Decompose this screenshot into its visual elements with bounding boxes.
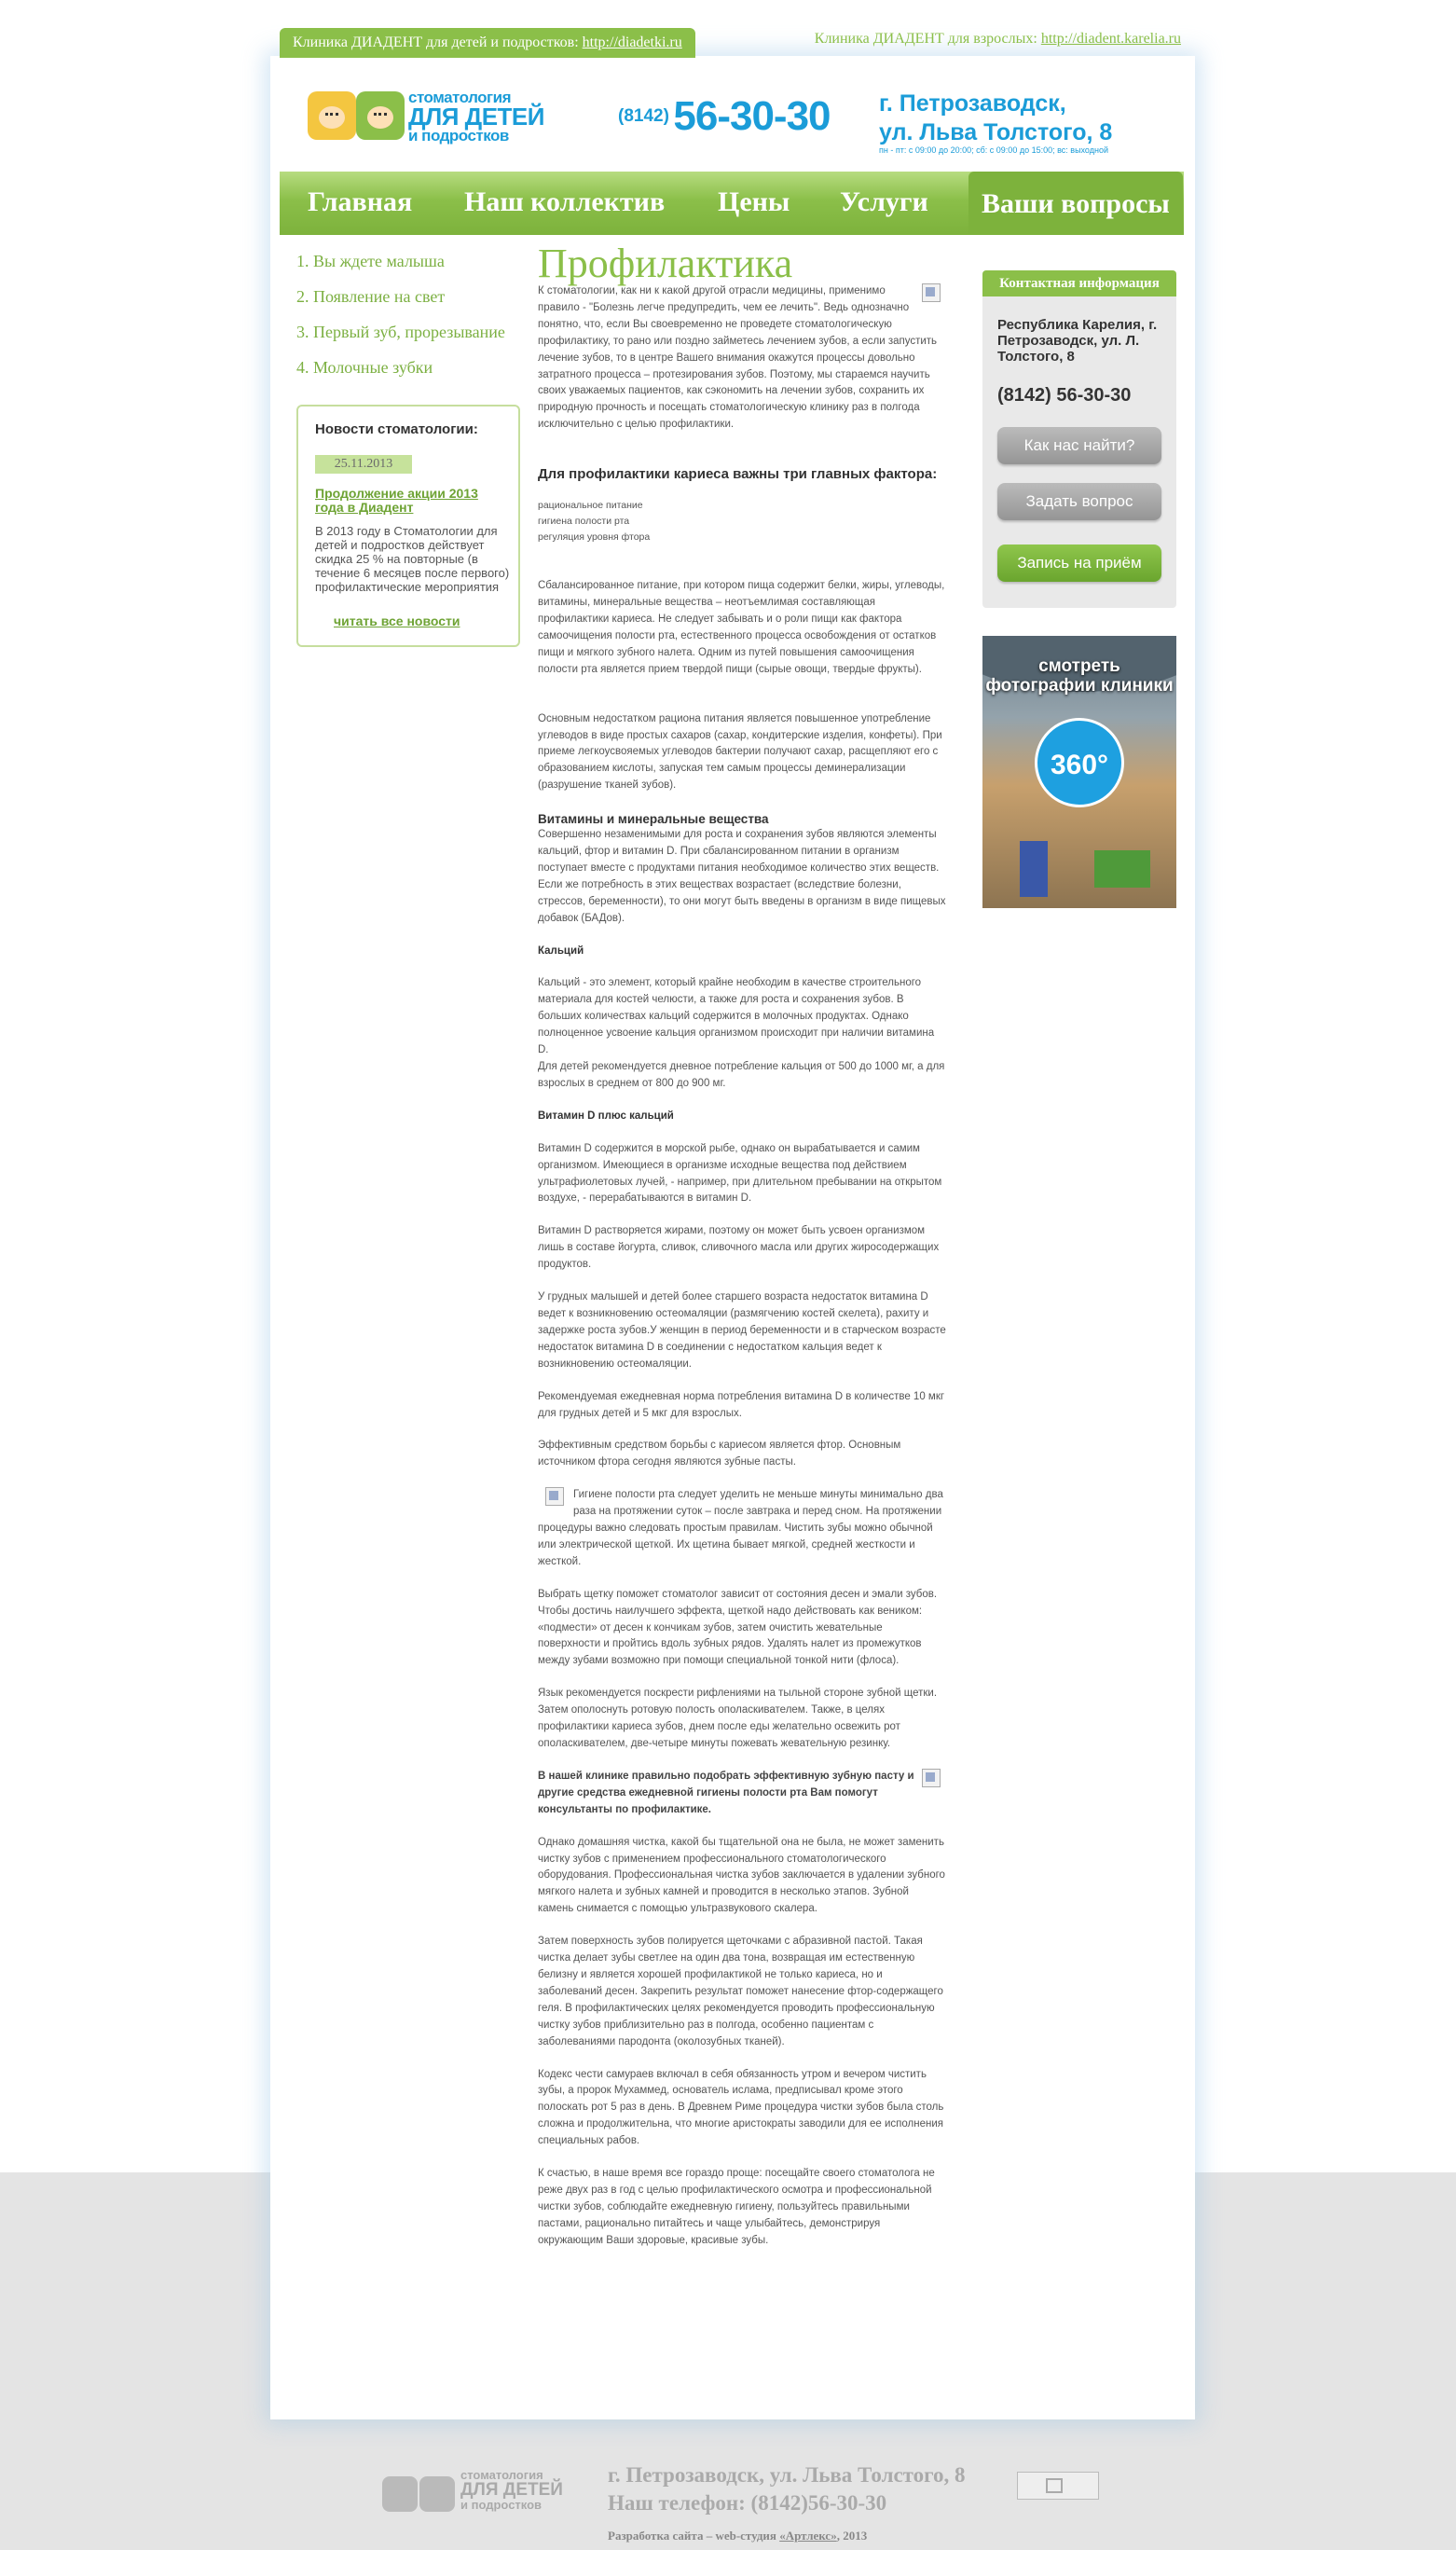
left-menu-item[interactable]: 2. Появление на свет (296, 287, 446, 306)
working-hours: пн - пт: с 09:00 до 20:00; сб: с 09:00 до 15:00; вс: выходной (879, 145, 1108, 155)
article-paragraph: Рекомендуемая ежедневная норма потребления витамина D в количестве 10 мкг для грудных детей и 5 мкг для взрослых. (538, 1390, 945, 1419)
footer-logo-text (460, 2469, 563, 2511)
footer-logo-icon (419, 2476, 455, 2512)
news-headline-link[interactable]: Продолжение акции 2013 года в Диадент (315, 486, 478, 515)
all-news-link[interactable]: читать все новости (334, 613, 460, 628)
address-line2: ул. Льва Толстого, 8 (879, 119, 1113, 145)
footer-contacts (608, 2461, 966, 2517)
footer-address: г. Петрозаводск, ул. Льва Толстого, 8 (608, 2463, 966, 2487)
article-paragraph: Для детей рекомендуется дневное потребление кальция от 500 до 1000 мг, а для взрослых в среднем от 800 до 900 мг. (538, 1061, 945, 1089)
footer-logo-line3: и подростков (460, 2498, 543, 2512)
broken-image-icon (922, 283, 941, 302)
nav-prices[interactable]: Цены (718, 186, 790, 217)
adult-clinic-label: Клиника ДИАДЕНТ для взрослых: (814, 31, 1041, 47)
section-heading: Для профилактики кариеса важны три главных фактора: (538, 466, 938, 483)
adult-clinic-info (815, 31, 1181, 48)
left-menu-item[interactable]: 3. Первый зуб, прорезывание (296, 323, 505, 341)
footer-logo-icon (382, 2476, 418, 2512)
news-title: Новости стоматологии: (315, 421, 478, 437)
sub-heading: Витамин D плюс кальций (538, 1110, 674, 1122)
nav-questions[interactable]: Ваши вопросы (968, 172, 1183, 235)
article-paragraph: У грудных малышей и детей более старшего возраста недостаток витамина D ведет к возникновению остеомаляции (размягчению костей скелета), рахиту и задержке роста зубов.У женщин в период беременности и в старческом возрасте недостаток витамина D в соединении с недостатком кальция ведет к возникновению остеомаляции. (538, 1291, 946, 1370)
dev-suffix: , 2013 (836, 2529, 868, 2543)
factor-item: гигиена полости рта (538, 516, 630, 528)
article-paragraph: Язык рекомендуется поскрести рифлениями на тыльной стороне зубной щетки. Затем ополоснуть ротовую полость ополаскивателем. Также, в целях профилактики кариеса зубов, днем после еды желательно освежить рот ополаскивателем, две-четыре минуты пожевать жевательную резинку. (538, 1688, 938, 1749)
tour-photo-chair (1020, 841, 1048, 897)
find-us-button[interactable]: Как нас найти? (997, 427, 1161, 464)
kids-clinic-link[interactable]: http://diadetki.ru (582, 34, 682, 50)
news-box (296, 405, 520, 647)
logo-child-icon (356, 91, 405, 140)
factor-item: регуляция уровня фтора (538, 531, 651, 544)
article-paragraph: Гигиене полости рта следует уделить не меньше минуты минимально два раза на протяжении суток – после завтрака и перед сном. На протяжении процедуры важно следовать простым правилам. Чистить зубы можно обычной или электрической щеткой. Их щетина бывает мягкой, средней жесткости и жесткой. (538, 1489, 943, 1567)
article-paragraph: Сбалансированное питание, при котором пища содержит белки, жиры, углеводы, витамины, минеральные вещества – неотъемлимая составляющая профилактики кариеса. Не следует забывать и о роли пищи как фактора самоочищения полости рта, естественного процесса освобождения от остатков пищи и мягкого зубного налета. Одним из путей повышения самоочищения полости рта является прием твердой пищи (сырые овощи, твердые фрукты). (538, 580, 945, 675)
contact-phone: (8142) 56-30-30 (997, 385, 1132, 406)
news-date: 25.11.2013 (315, 455, 412, 474)
article-paragraph: Совершенно незаменимыми для роста и сохранения зубов являются элементы кальций, фтор и витамин D. При сбалансированном питании в организм поступает вместе с продуктами питания необходимое количество этих веществ. Если же потребность в этих веществах возрастает (вследствие болезни, стрессов, беременности), то они могут быть введены в организм в виде пищевых добавок (БАДов). (538, 829, 946, 924)
book-appointment-button[interactable]: Запись на приём (997, 544, 1161, 582)
contact-box (982, 270, 1176, 608)
article-paragraph: Эффективным средством борьбы с кариесом является фтор. Основным источником фтора сегодня являются зубные пасты. (538, 1440, 901, 1468)
header-phone (618, 93, 831, 140)
dev-prefix: Разработка сайта – web-студия (608, 2529, 780, 2543)
factor-item: рациональное питание (538, 500, 643, 512)
address-line1: г. Петрозаводск, (879, 90, 1066, 117)
logo-child-icon (308, 91, 356, 140)
dev-link[interactable]: «Артлекс» (779, 2529, 837, 2543)
article-paragraph: В нашей клинике правильно подобрать эффективную зубную пасту и другие средства ежедневной гигиены полости рта Вам помогут консультанты по профилактике. (538, 1770, 914, 1815)
article-paragraph: К счастью, в наше время все гораздо проще: посещайте своего стоматолога не реже двух раз в год с целью профилактического осмотра и профессиональной чистки зубов, соблюдайте ежедневную гигиену, пользуйтесь правильными пастами, рационально питайтесь и чаще улыбайтесь, демонстрируя окружающим Ваши здоровые, красивые зубы. (538, 2168, 935, 2246)
kids-clinic-label: Клиника ДИАДЕНТ для детей и подростков: (293, 34, 583, 50)
left-menu-item[interactable]: 4. Молочные зубки (296, 358, 433, 377)
contact-address: Республика Карелия, г. Петрозаводск, ул. Л. Толстого, 8 (997, 317, 1158, 365)
article-paragraph: Витамин D растворяется жирами, поэтому он может быть усвоен организмом лишь в составе йогурта, сливок, сливочного масла или других жиросодержащих продуктов. (538, 1225, 940, 1271)
logo-line2: ДЛЯ ДЕТЕЙ (408, 103, 544, 131)
footer-logo[interactable] (382, 2469, 569, 2512)
logo-line1: стоматология (408, 89, 511, 106)
header-address (879, 90, 1112, 147)
counter-image-icon[interactable] (1017, 2472, 1099, 2500)
article-paragraph: Витамин D содержится в морской рыбе, однако он вырабатывается и самим организмом. Имеющиеся в организме исходные вещества под действием ультрафиолетовых лучей, - например, при длительном пребывании на открытом воздухе, - перерабатываются в витамин D. (538, 1142, 942, 1205)
article-paragraph: Выбрать щетку поможет стоматолог зависит от состояния десен и эмали зубов. Чтобы достичь наилучшего эффекта, щеткой надо действовать как веником: «подмести» от десен к кончикам зубов, затем очистить жевательные поверхности и пройтись вдоль зубных рядов. Удалять налет из промежутков между зубами возможно при помощи специальной тонкой нити (флоса). (538, 1588, 938, 1667)
360-badge-icon: 360° (1035, 718, 1124, 807)
adult-clinic-link[interactable]: http://diadent.karelia.ru (1040, 31, 1181, 47)
contact-title: Контактная информация (982, 270, 1176, 296)
tour-photo-table (1094, 850, 1150, 888)
phone-code: (8142) (618, 106, 669, 126)
article-paragraph: К стоматологии, как ни к какой другой отрасли медицины, применимо правило - "Болезнь легче предупредить, чем ее лечить". Ведь однозначно понятно, что, если Вы своевременно не проведете стоматологическую профилактику, то рано или поздно займетесь лечением зубов, а если запустить лечение зубов, то в центре Вашего внимания окажутся процессы довольно затратного процесса – протезирования зубов. Поэтому, мы стараемся научить своих уважаемых пациентов, как сэкономить на лечении зубов, сохранить их природную прочность и посещать стоматологическую клинику раз в полгода исключительно с целью профилактики. (538, 285, 938, 431)
nav-home[interactable]: Главная (308, 186, 413, 217)
kids-clinic-tab (280, 28, 695, 58)
main-nav (280, 172, 1184, 235)
nav-services[interactable]: Услуги (840, 186, 928, 217)
footer-logo-line2: ДЛЯ ДЕТЕЙ (460, 2480, 563, 2500)
left-menu-item[interactable]: 1. Вы ждете малыша (296, 252, 445, 270)
article-paragraph: Затем поверхность зубов полируется щеточками с абразивной пастой. Такая чистка делает зубы светлее на один два тона, возвращая им естественную белизну и является хорошей профилактикой не только кариеса, но и заболеваний десен. Закрепить результат поможет нанесение фтор-содержащего геля. В профилактических целях рекомендуется проводить профессиональную чистку зубов приблизительно раз в полгода, особенно пациентам с заболеваниями пародонта (околозубных тканей). (538, 1936, 943, 2047)
article (538, 241, 946, 2250)
footer-phone: Наш телефон: (8142)56-30-30 (608, 2491, 887, 2515)
section-heading: Витамины и минеральные вещества (538, 812, 769, 827)
logo-text (408, 90, 544, 144)
footer-logo-line1: стоматология (460, 2468, 543, 2482)
news-text: В 2013 году в Стоматологии для детей и подростков действует скидка 25 % на повторные (в течение 6 месяцев после первого) профилактические мероприятия (315, 524, 510, 594)
article-paragraph: Кальций - это элемент, который крайне необходим в качестве строительного материала для костей челюсти, а также для роста и сохранения зубов. В больших количествах кальций содержится в молочных продуктах. Однако полноценное усвоение кальция организмом происходит при наличии витамина D. (538, 977, 935, 1056)
logo-line3: и подростков (408, 127, 509, 145)
left-menu (296, 252, 505, 393)
sub-heading: Кальций (538, 944, 584, 957)
page-title: Профилактика (538, 241, 793, 286)
site-logo[interactable] (308, 86, 544, 145)
ask-question-button[interactable]: Задать вопрос (997, 483, 1161, 520)
phone-number: 56-30-30 (673, 93, 831, 139)
footer-developer (608, 2529, 867, 2543)
article-paragraph: Основным недостатком рациона питания является повышенное употребление углеводов в виде простых сахаров (сахар, кондитерские изделия, конфеты). При приеме легкоусвояемых углеводов бактерии получают сахар, расщепляют его с образованием кислоты, запуская тем самым процессы деминерализации (разрушение тканей зубов). (538, 712, 942, 792)
virtual-tour-banner[interactable] (982, 636, 1176, 908)
tour-text: смотреть фотографии клиники (985, 656, 1174, 696)
nav-team[interactable]: Наш коллектив (464, 186, 666, 217)
article-paragraph: Кодекс чести самураев включал в себя обязанность утром и вечером чистить зубы, а пророк Мухаммед, основатель ислама, предписывал кроме этого полоскать рот 5 раз в день. В Древнем Риме процедура чистки зубов была столь сложна и продолжительна, что многие аристократы заводили для ее исполнения специальных рабов. (538, 2068, 944, 2147)
broken-image-icon (545, 1487, 564, 1506)
broken-image-icon (922, 1769, 941, 1787)
article-paragraph: Однако домашняя чистка, какой бы тщательной она не была, не может заменить чистку зубов с применением профессионального стоматологического оборудования. Профессиональная чистка зубов заключается в удалении зубного мягкого налета и зубных камней и проводится в несколько этапов. Зубной камень снимается с помощью ультразвукового скалера. (538, 1836, 945, 1915)
